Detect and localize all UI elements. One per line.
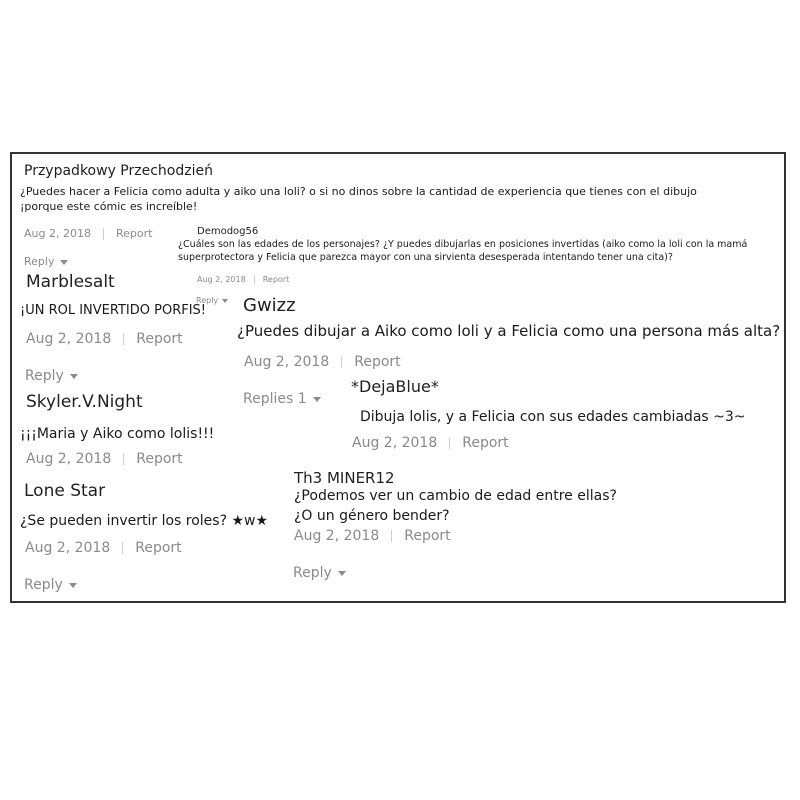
comment-meta [25, 540, 182, 556]
chevron-down-icon [69, 583, 77, 588]
comment-text: ¡porque este cómic es increíble! [20, 200, 198, 213]
comment-meta [197, 275, 289, 284]
comment-author[interactable]: *DejaBlue* [351, 377, 439, 396]
chevron-down-icon [338, 571, 346, 576]
report-link[interactable]: Report [135, 540, 182, 556]
comment-author[interactable]: Przypadkowy Przechodzień [24, 163, 213, 179]
chevron-down-icon [222, 299, 228, 303]
meta-divider [254, 275, 255, 284]
meta-divider [123, 453, 124, 465]
comment-text: ¿Puedes dibujar a Aiko como loli y a Felicia como una persona más alta? [237, 322, 781, 340]
report-link[interactable]: Report [262, 275, 290, 284]
meta-divider [341, 356, 342, 368]
comment-text: ¿Puedes hacer a Felicia como adulta y aiko una loli? o si no dinos sobre la cantidad de experiencia que tienes con el dibujo [20, 185, 697, 198]
comment-text: ¡¡¡Maria y Aiko como lolis!!! [20, 426, 215, 442]
report-link[interactable]: Report [462, 435, 509, 451]
reply-button[interactable] [25, 368, 78, 384]
comment-date: Aug 2, 2018 [25, 540, 111, 556]
comment-date: Aug 2, 2018 [26, 331, 112, 347]
comment-author[interactable]: Th3 MINER12 [294, 469, 395, 487]
comment-author[interactable]: Marblesalt [26, 272, 115, 292]
comment-date: Aug 2, 2018 [244, 354, 330, 370]
chevron-down-icon [60, 260, 68, 265]
comment-meta [26, 451, 183, 467]
comment-author[interactable]: Lone Star [24, 481, 106, 501]
reply-label: Reply [293, 565, 332, 581]
comment-meta [26, 331, 183, 347]
chevron-down-icon [313, 397, 321, 402]
comment-meta [24, 227, 152, 240]
meta-divider [123, 333, 124, 345]
comment-date: Aug 2, 2018 [24, 227, 91, 240]
comment-meta [352, 435, 509, 451]
replies-button[interactable] [243, 391, 321, 407]
comment-date: Aug 2, 2018 [197, 275, 246, 284]
report-link[interactable]: Report [354, 354, 401, 370]
reply-label: Reply [196, 296, 219, 305]
comment-author[interactable]: Skyler.V.Night [26, 392, 143, 412]
comment-text: superprotectora y Felicia que parezca mayor con una sirvienta desesperada intentando tener una cita)? [178, 252, 673, 263]
comment-text: Dibuja lolis, y a Felicia con sus edades cambiadas ~3~ [360, 409, 746, 425]
comment-text: ¿Podemos ver un cambio de edad entre ellas? [294, 488, 617, 504]
chevron-down-icon [70, 374, 78, 379]
comment-text: ¡UN ROL INVERTIDO PORFIS! [20, 303, 207, 318]
reply-label: Reply [24, 577, 63, 593]
reply-label: Reply [25, 368, 64, 384]
reply-button[interactable] [24, 577, 77, 593]
comment-meta [294, 528, 451, 544]
comment-text: ¿Cuáles son las edades de los personajes? ¿Y puedes dibujarlas en posiciones invertidas (aiko como la loli con la mamá [178, 239, 748, 250]
report-link[interactable]: Report [115, 227, 153, 240]
comment-date: Aug 2, 2018 [26, 451, 112, 467]
reply-button[interactable] [293, 565, 346, 581]
meta-divider [449, 437, 450, 449]
reply-label: Reply [24, 255, 55, 268]
comment-date: Aug 2, 2018 [352, 435, 438, 451]
meta-divider [122, 542, 123, 554]
comment-text: ¿O un género bender? [294, 508, 450, 524]
comment-text: ¿Se pueden invertir los roles? ★w★ [20, 513, 269, 529]
meta-divider [103, 228, 104, 240]
report-link[interactable]: Report [404, 528, 451, 544]
report-link[interactable]: Report [136, 331, 183, 347]
comment-author[interactable]: Gwizz [243, 295, 296, 316]
comment-date: Aug 2, 2018 [294, 528, 380, 544]
report-link[interactable]: Report [136, 451, 183, 467]
replies-label: Replies 1 [243, 391, 307, 407]
reply-button[interactable] [24, 255, 68, 268]
comment-author[interactable]: Demodog56 [197, 226, 259, 237]
meta-divider [391, 530, 392, 542]
comment-meta [244, 354, 401, 370]
